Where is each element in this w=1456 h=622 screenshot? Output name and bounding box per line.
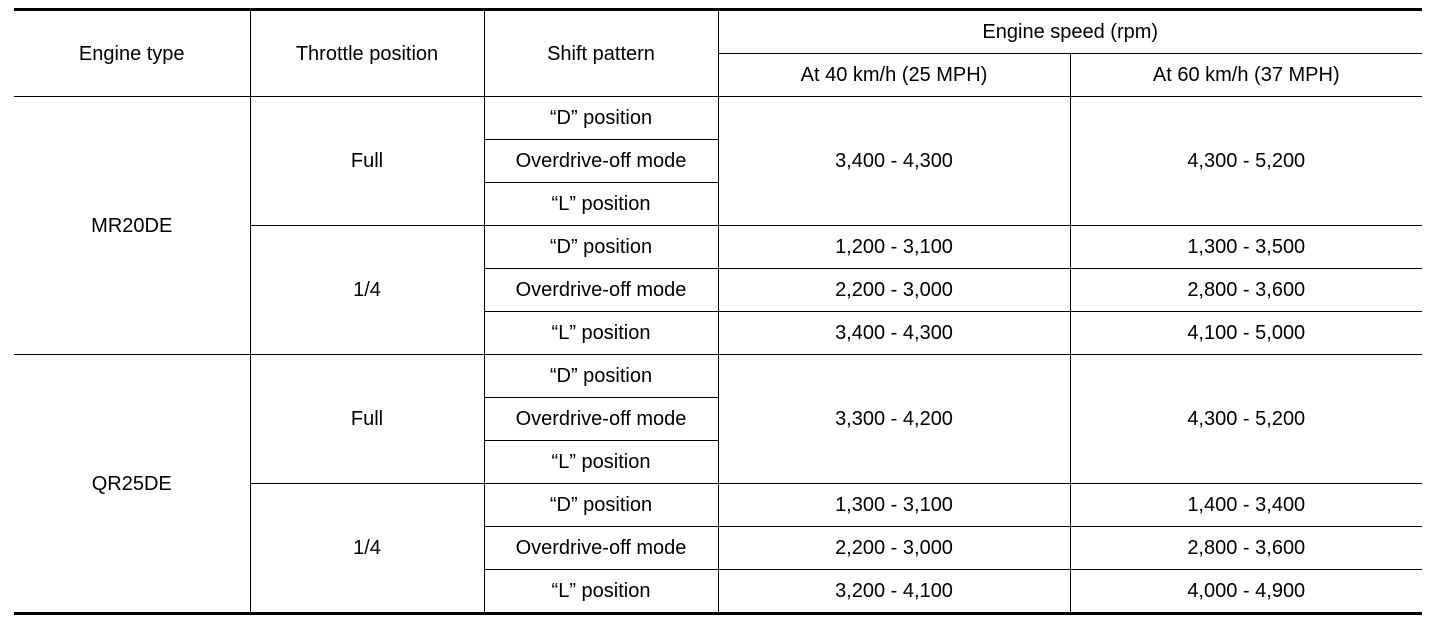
speed-40-cell: 3,300 - 4,200 xyxy=(718,355,1070,484)
throttle-cell: Full xyxy=(250,97,484,226)
shift-pattern-cell: “D” position xyxy=(484,97,718,140)
shift-pattern-cell: “D” position xyxy=(484,226,718,269)
header-throttle-position: Throttle position xyxy=(250,10,484,97)
table-row xyxy=(14,355,1422,398)
throttle-cell: 1/4 xyxy=(250,484,484,614)
speed-60-cell: 4,300 - 5,200 xyxy=(1070,355,1422,484)
speed-60-cell: 2,800 - 3,600 xyxy=(1070,527,1422,570)
speed-60-cell: 4,100 - 5,000 xyxy=(1070,312,1422,355)
header-at-60-kmh: At 60 km/h (37 MPH) xyxy=(1070,54,1422,97)
shift-pattern-cell: Overdrive-off mode xyxy=(484,269,718,312)
header-at-40-kmh: At 40 km/h (25 MPH) xyxy=(718,54,1070,97)
speed-40-cell: 3,400 - 4,300 xyxy=(718,97,1070,226)
throttle-cell: Full xyxy=(250,355,484,484)
header-engine-speed: Engine speed (rpm) xyxy=(718,10,1422,54)
throttle-cell: 1/4 xyxy=(250,226,484,355)
engine-type-cell: MR20DE xyxy=(14,97,250,355)
shift-pattern-cell: “D” position xyxy=(484,484,718,527)
table-row xyxy=(14,97,1422,140)
speed-60-cell: 4,000 - 4,900 xyxy=(1070,570,1422,614)
speed-60-cell: 2,800 - 3,600 xyxy=(1070,269,1422,312)
engine-speed-spec-table xyxy=(14,8,1422,615)
header-engine-type: Engine type xyxy=(14,10,250,97)
shift-pattern-cell: “L” position xyxy=(484,441,718,484)
header-shift-pattern: Shift pattern xyxy=(484,10,718,97)
shift-pattern-cell: Overdrive-off mode xyxy=(484,527,718,570)
shift-pattern-cell: “L” position xyxy=(484,183,718,226)
speed-40-cell: 2,200 - 3,000 xyxy=(718,527,1070,570)
speed-40-cell: 3,200 - 4,100 xyxy=(718,570,1070,614)
shift-pattern-cell: Overdrive-off mode xyxy=(484,398,718,441)
speed-40-cell: 3,400 - 4,300 xyxy=(718,312,1070,355)
shift-pattern-cell: “L” position xyxy=(484,570,718,614)
shift-pattern-cell: “D” position xyxy=(484,355,718,398)
speed-60-cell: 1,300 - 3,500 xyxy=(1070,226,1422,269)
speed-40-cell: 1,200 - 3,100 xyxy=(718,226,1070,269)
engine-type-cell: QR25DE xyxy=(14,355,250,614)
speed-60-cell: 1,400 - 3,400 xyxy=(1070,484,1422,527)
shift-pattern-cell: “L” position xyxy=(484,312,718,355)
speed-60-cell: 4,300 - 5,200 xyxy=(1070,97,1422,226)
speed-40-cell: 1,300 - 3,100 xyxy=(718,484,1070,527)
speed-40-cell: 2,200 - 3,000 xyxy=(718,269,1070,312)
shift-pattern-cell: Overdrive-off mode xyxy=(484,140,718,183)
